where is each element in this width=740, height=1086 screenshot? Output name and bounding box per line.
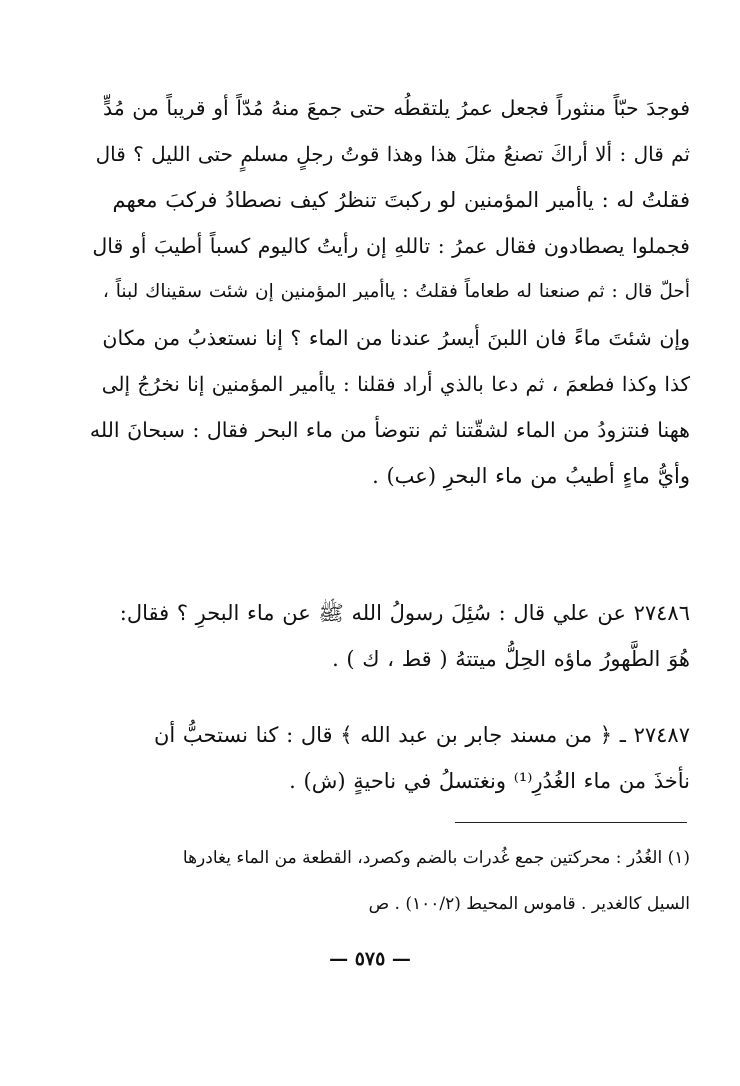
hadith-27486	[90, 590, 690, 682]
main-paragraph	[90, 85, 690, 499]
text-line: كذا وكذا فطعمَ ، ثم دعا بالذي أراد فقلنا : ياأمير المؤمنين إنا نخرُجُ إلى	[101, 372, 690, 396]
footnote-divider	[455, 822, 687, 823]
text-line: وإن شئتَ ماءً فان اللبنَ أيسرُ عندنا من الماء ؟ إنا نستعذبُ من مكان	[102, 326, 690, 350]
page-number: — ٥٧٥ —	[329, 948, 411, 970]
text-line: ههنا فنتزودُ من الماء لشقّتنا ثم نتوضأ من ماء البحر فقال : سبحانَ الله	[90, 418, 690, 442]
text-line: فقلتُ له : ياأمير المؤمنين لو ركبتَ تنظرُ كيف نصطادُ فركبَ معهم	[112, 188, 690, 212]
text-line: ثم قال : ألا أراكَ تصنعُ مثلَ هذا وهذا قوتُ رجلٍ مسلمٍ حتى الليل ؟ قال	[95, 142, 690, 166]
text-line: فجملوا يصطادون فقال عمرُ : تاللهِ إن رأيتُ كاليوم كسباً أطيبَ أو قال	[92, 234, 690, 258]
hadith-27487	[90, 712, 690, 804]
text-line: ٢٧٤٨٧ ـ ﴿ من مسند جابر بن عبد الله ﴾ قال : كنا نستحبُّ أن	[153, 723, 690, 747]
text-line: فوجدَ حبّاً منثوراً فجعل عمرُ يلتقطُه حتى جمعَ منهُ مُدّاً أو قريباً من مُدٍّ	[102, 96, 690, 120]
text-line: وأيُّ ماءٍ أطيبُ من ماء البحرِ (عب) .	[372, 464, 690, 488]
text-line: أحلّ قال : ثم صنعنا له طعاماً فقلتُ : ياأمير المؤمنين إن شئت سقيناك لبناً ،	[102, 281, 690, 302]
text-line: هُوَ الطَّهورُ ماؤه الحِلُّ ميتتهُ ( قط ، ك ) .	[332, 647, 690, 671]
footnote-line: السيل كالغدير . قاموس المحيط (١٠٠/٢) . ص	[368, 894, 690, 914]
text-line: نأخذَ من ماء الغُدُرِ⁽¹⁾ ونغتسلُ في ناحيةٍ (ش) .	[289, 769, 690, 793]
footnote	[90, 835, 690, 927]
text-line: ٢٧٤٨٦ عن علي قال : سُئِلَ رسولُ الله ﷺ عن ماء البحرِ ؟ فقال:	[119, 601, 690, 625]
footnote-line: (١) الغُدُر : محركتين جمع غُدرات بالضم وكصرد، القطعة من الماء يغادرها	[182, 848, 690, 868]
